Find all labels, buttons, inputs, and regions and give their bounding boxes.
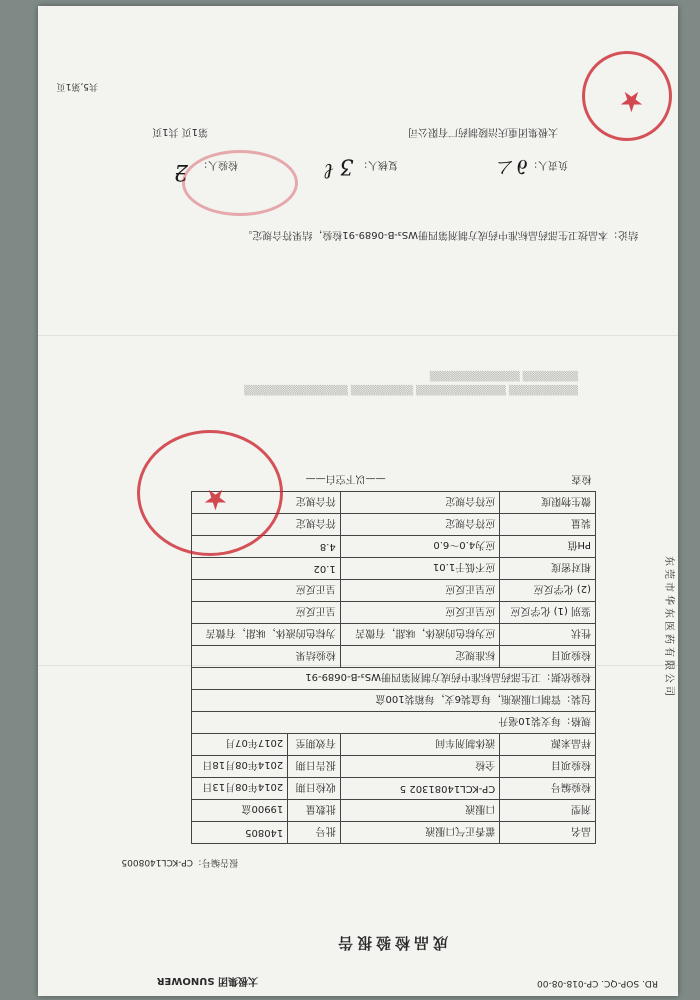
check-label: 检查 <box>571 473 592 484</box>
corner-text: 共5,第1页 <box>56 81 98 91</box>
table-cell: 为棕色的液体，味甜，有微苦 <box>192 624 341 646</box>
doc-code: RD. SOP-QC. CP-018-08-00 <box>537 978 658 988</box>
company-name: 太极集团重庆涪陵制药厂有限公司 <box>408 126 558 137</box>
table-cell: 微生物限度 <box>500 492 596 514</box>
table-cell: 口服液 <box>340 800 499 822</box>
package-row: 包装：管制口服液瓶，每盒装6支，每箱装100盒 <box>192 690 596 712</box>
report-number: 报告编号：CP-KCL1408005 <box>121 857 238 867</box>
table-cell: 4.8 <box>192 536 341 558</box>
table-cell: 液体制剂车间 <box>340 734 499 756</box>
table-cell: 1.02 <box>192 558 341 580</box>
bleed-through-text: ▒▒▒▒▒▒▒▒▒▒ ▒▒▒▒▒▒▒▒▒▒▒▒▒ ▒▒▒▒▒▒▒▒▒ ▒▒▒▒▒▒▒▒▒▒▒▒▒▒▒ ▒▒▒▒▒▒▒▒ ▒▒▒▒▒▒▒▒▒▒▒▒▒ <box>244 370 578 394</box>
table-cell: 符合规定 <box>192 514 341 536</box>
table-cell: 检验编号 <box>500 778 596 800</box>
inspector-label: 检验人： <box>198 159 238 170</box>
table-cell: 应呈正反应 <box>340 602 499 624</box>
table-row <box>192 580 596 602</box>
table-cell: 藿香正气口服液 <box>340 822 499 844</box>
table-cell: 19900盒 <box>192 800 288 822</box>
table-row <box>192 734 596 756</box>
report-title: 成品检验报告 <box>333 934 448 952</box>
table-cell: 2014年08月18日 <box>192 756 288 778</box>
conclusion: 结论：本品按卫生部药品标准中药成方制剂第四册WS₃-B-0689-91检验，结果符合规定。 <box>242 229 638 240</box>
end-mark: ——以下空白—— <box>305 473 386 484</box>
stamp-star-icon: ★ <box>202 483 228 516</box>
page-indicator: 第1页 共1页 <box>152 126 208 137</box>
table-cell: 收检日期 <box>288 778 340 800</box>
table-row <box>192 624 596 646</box>
table-cell: 应呈正反应 <box>340 580 499 602</box>
table-row <box>192 558 596 580</box>
report-paper <box>38 6 678 996</box>
header-cell: 检验结果 <box>192 646 341 668</box>
table-cell: 应符合规定 <box>340 492 499 514</box>
table-cell: (2) 化学反应 <box>500 580 596 602</box>
table-row <box>192 800 596 822</box>
table-cell: 2017年07月 <box>192 734 288 756</box>
table-cell: 呈正反应 <box>192 602 341 624</box>
table-cell: 相对密度 <box>500 558 596 580</box>
table-cell: 应不低于1.01 <box>340 558 499 580</box>
table-row <box>192 712 596 734</box>
fold-line <box>38 335 678 336</box>
basis-row: 检验依据：卫生部药品标准中药成方制剂第四册WS₃-B-0689-91 <box>192 668 596 690</box>
table-cell: 140805 <box>192 822 288 844</box>
signature-inspector: ƻ <box>174 159 188 184</box>
table-cell: 批数量 <box>288 800 340 822</box>
table-cell: 应符合规定 <box>340 514 499 536</box>
table-row <box>192 756 596 778</box>
signature-reviewer: ʒ ℓ <box>324 158 353 183</box>
table-cell: 品名 <box>500 822 596 844</box>
table-cell: CP-KCL14081302 5 <box>340 778 499 800</box>
brand-logo: 太极集团 SUNOWER <box>156 975 258 986</box>
table-cell: 鉴别 (1) 化学反应 <box>500 602 596 624</box>
signature-responsible: ∂ㄥ <box>494 154 528 179</box>
table-row <box>192 778 596 800</box>
table-cell: 全检 <box>340 756 499 778</box>
header-cell: 标准规定 <box>340 646 499 668</box>
stamp-star-icon: ★ <box>618 85 644 118</box>
table-cell: 应为棕色的液体，味甜，有微苦 <box>340 624 499 646</box>
table-cell: 符合规定 <box>192 492 341 514</box>
table-cell: 装量 <box>500 514 596 536</box>
table-cell: 检验项目 <box>500 756 596 778</box>
reviewer-label: 复核人： <box>358 159 398 170</box>
table-row <box>192 668 596 690</box>
table-cell: 应为4.0～6.0 <box>340 536 499 558</box>
table-cell: 呈正反应 <box>192 580 341 602</box>
table-cell: 有效期至 <box>288 734 340 756</box>
table-row <box>192 690 596 712</box>
table-cell: 2014年08月13日 <box>192 778 288 800</box>
table-cell: 样品来源 <box>500 734 596 756</box>
table-cell: 批号 <box>288 822 340 844</box>
table-cell: 性状 <box>500 624 596 646</box>
stamp-upper <box>182 150 298 216</box>
table-cell: 报告日期 <box>288 756 340 778</box>
vertical-company: 东莞市华东医药有限公司 <box>663 556 674 699</box>
spec-row: 规格：每支装10毫升 <box>192 712 596 734</box>
table-header-row <box>192 646 596 668</box>
table-cell: PH值 <box>500 536 596 558</box>
table-row <box>192 602 596 624</box>
header-cell: 检验项目 <box>500 646 596 668</box>
table-row <box>192 822 596 844</box>
responsible-label: 负责人： <box>528 159 568 170</box>
table-cell: 剂型 <box>500 800 596 822</box>
